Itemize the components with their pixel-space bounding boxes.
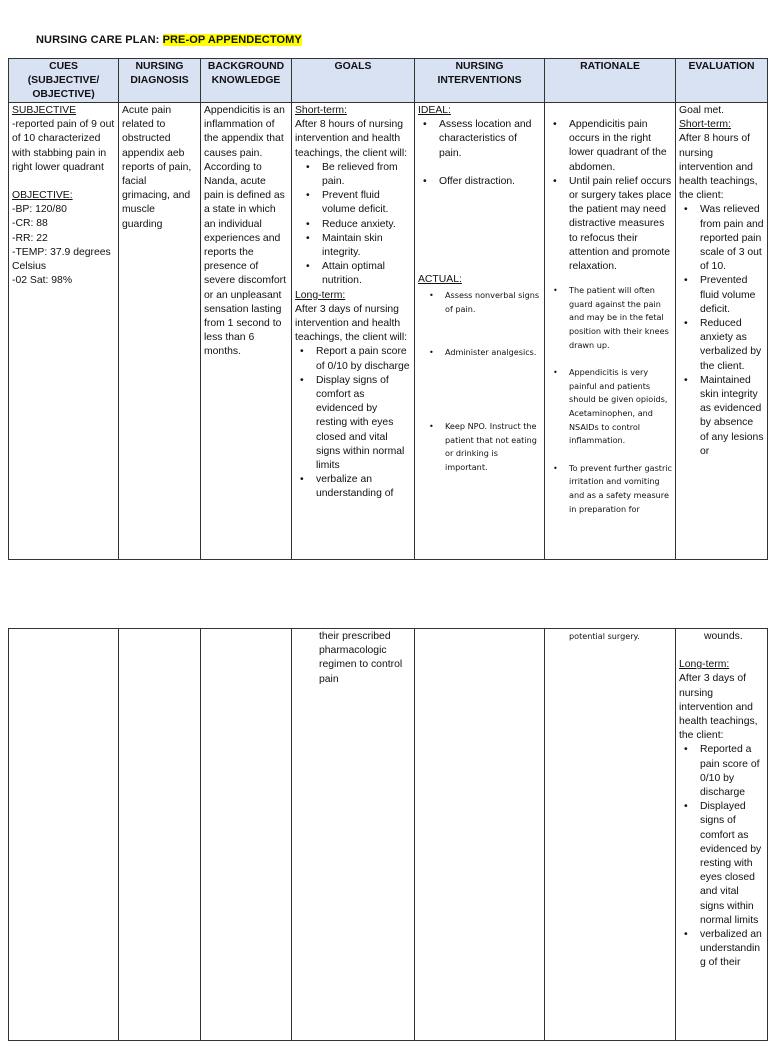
header-evaluation: EVALUATION [676, 59, 768, 103]
goals-long-intro: After 3 days of nursing intervention and health teachings, the client will: [295, 303, 408, 344]
subjective-text: -reported pain of 9 out of 10 characterized with stabbing pain in right lower quadrant [12, 119, 115, 173]
list-item: • Was relieved from pain and reported pain scale of 3 out of 10. [679, 203, 764, 274]
list-item: • Prevent fluid volume deficit. [295, 189, 411, 217]
title-highlight: PRE-OP APPENDECTOMY [162, 34, 302, 46]
eval-long-intro: After 3 days of nursing intervention and health teachings, the client: [679, 673, 758, 742]
header-cues: CUES (SUBJECTIVE/ OBJECTIVE) [9, 59, 119, 103]
ideal-label: IDEAL: [418, 105, 451, 116]
list-item: • The patient will often guard against the pain and may be in the fetal position with their knees drawn up. [548, 284, 672, 352]
header-interventions: NURSING INTERVENTIONS [415, 59, 545, 103]
goals-continued-text: their prescribed pharmacologic regimen to control pain [319, 631, 403, 685]
background-cell-continued [201, 629, 292, 1041]
goals-short-label: Short-term: [295, 105, 347, 116]
list-item: • Be relieved from pain. [295, 161, 411, 189]
objective-line: -CR: 88 [12, 218, 48, 230]
list-item: • Administer analgesics. [418, 346, 541, 360]
interventions-cell [415, 103, 545, 560]
objective-line: -02 Sat: 98% [12, 275, 73, 287]
list-item: • Maintain skin integrity. [295, 232, 411, 260]
list-item: • verbalize an understanding of [295, 473, 411, 501]
goals-long-label: Long-term: [295, 289, 346, 301]
objective-line: -RR: 22 [12, 232, 48, 244]
list-item: • Display signs of comfort as evidenced by resting with eyes closed and vital signs within normal limits [295, 374, 411, 473]
ideal-list [418, 118, 541, 189]
header-background: BACKGROUND KNOWLEDGE [201, 59, 292, 103]
eval-long-list [679, 743, 764, 970]
list-item: • Displayed signs of comfort as evidenced by resting with eyes closed and vital signs within normal limits [679, 800, 764, 928]
diagnosis-cell-continued [119, 629, 201, 1041]
actual-label: ACTUAL: [418, 274, 462, 286]
eval-short-label: Short-term: [679, 119, 731, 131]
list-item: • Offer distraction. [418, 175, 541, 189]
list-item: • verbalized an understanding of their [679, 928, 764, 971]
list-item: • Assess location and characteristics of pain. [418, 118, 541, 161]
eval-continued-text: wounds. [704, 631, 743, 642]
cues-cell-continued [9, 629, 119, 1041]
list-item: • Prevented fluid volume deficit. [679, 274, 764, 317]
actual-list [418, 289, 541, 474]
list-item: • Assess nonverbal signs of pain. [418, 289, 541, 316]
goals-short-list [295, 161, 411, 289]
cues-cell [9, 103, 119, 560]
subjective-label: SUBJECTIVE [12, 105, 77, 116]
objective-label: OBJECTIVE: [12, 190, 73, 202]
list-item: • Report a pain score of 0/10 by discharge [295, 345, 411, 373]
rationale-list-bottom [548, 284, 672, 516]
title-prefix: NURSING CARE PLAN: [36, 34, 160, 46]
table-row [9, 103, 768, 560]
rationale-cell [545, 103, 676, 560]
rationale-cell-continued [545, 629, 676, 1041]
goal-met: Goal met. [679, 105, 725, 116]
care-plan-table-page2 [8, 628, 768, 1041]
list-item: • Keep NPO. Instruct the patient that not eating or drinking is important. [418, 420, 541, 474]
list-item: • Attain optimal nutrition. [295, 260, 411, 288]
goals-cell-continued [292, 629, 415, 1041]
list-item: • Reported a pain score of 0/10 by discharge [679, 743, 764, 800]
goals-cell [292, 103, 415, 560]
header-rationale: RATIONALE [545, 59, 676, 103]
evaluation-cell-continued [676, 629, 768, 1041]
list-item: • Reduced anxiety as verbalized by the client. [679, 317, 764, 374]
list-item: • Until pain relief occurs or surgery takes place the patient may need distractive measures to refocus their attention and promote relaxation. [548, 175, 672, 274]
eval-short-list [679, 203, 764, 459]
list-item: • Maintained skin integrity as evidenced by absence of any lesions or [679, 374, 764, 459]
table-row [9, 629, 768, 1041]
list-item: • Appendicitis is very painful and patients should be given opioids, Acetaminophen, and NSAIDs to control inflammation. [548, 366, 672, 448]
eval-short-intro: After 8 hours of nursing intervention and health teachings, the client: [679, 133, 758, 202]
rationale-continued-text: potential surgery. [569, 631, 640, 641]
list-item: • Reduce anxiety. [295, 218, 411, 232]
background-cell: Appendicitis is an inflammation of the appendix that causes pain. According to Nanda, acute pain is defined as a state in which an individual experiences and reports the presence of severe discomfort or an unpleasant sensation lasting from 1 second to less than 6 months. [201, 103, 292, 560]
objective-line: -BP: 120/80 [12, 204, 67, 216]
objective-line: -TEMP: 37.9 degrees Celsius [12, 246, 111, 273]
page-title [36, 34, 302, 46]
eval-long-label: Long-term: [679, 659, 730, 671]
diagnosis-cell: Acute pain related to obstructed appendix aeb reports of pain, facial grimacing, and muscle guarding [119, 103, 201, 560]
goals-short-intro: After 8 hours of nursing intervention and health teachings, the client will: [295, 119, 408, 159]
list-item: • Appendicitis pain occurs in the right lower quadrant of the abdomen. [548, 118, 672, 175]
header-diagnosis: NURSING DIAGNOSIS [119, 59, 201, 103]
care-plan-table-page1 [8, 58, 768, 560]
rationale-list-top [548, 118, 672, 274]
list-item: • To prevent further gastric irritation and vomiting and as a safety measure in preparation for [548, 462, 672, 516]
header-goals: GOALS [292, 59, 415, 103]
goals-long-list [295, 345, 411, 501]
header-row [9, 59, 768, 103]
interventions-cell-continued [415, 629, 545, 1041]
evaluation-cell [676, 103, 768, 560]
